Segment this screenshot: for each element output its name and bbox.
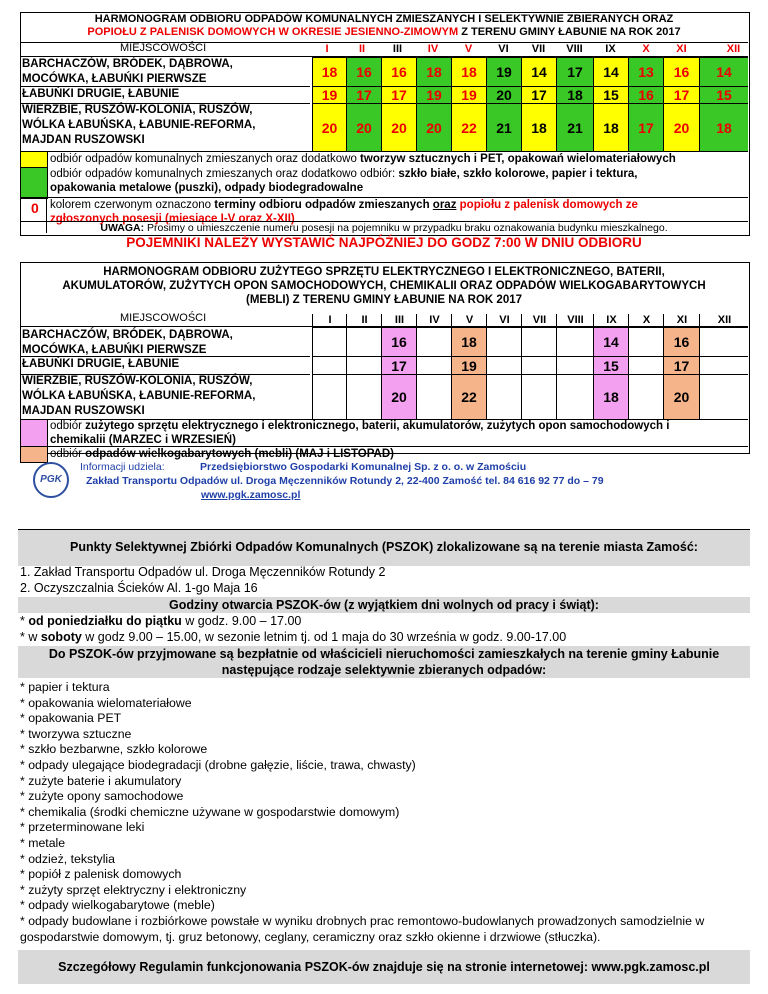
cell2-r1-XII — [699, 327, 748, 356]
cell-value: 17 — [356, 87, 372, 103]
cell-value: 18 — [716, 120, 732, 136]
cell-value: 18 — [603, 389, 619, 405]
cell-r3-VII — [521, 103, 556, 151]
pszok-locations: 1. Zakład Transportu Odpadów ul. Droga Męczenników Rotundy 2 2. Oczyszczalnia Ścieków Al. 1-go Maja 16 — [20, 565, 386, 595]
cell2-r1-XI — [663, 327, 699, 356]
cell2-r1-VII — [521, 327, 556, 356]
cell-value: 21 — [567, 120, 583, 136]
cell2-r3-VII — [521, 374, 556, 419]
cell2-r1-X — [628, 327, 663, 356]
cell-r3-IX — [593, 103, 628, 151]
cell-value: 21 — [496, 120, 512, 136]
cell-value: 19 — [461, 87, 477, 103]
cell-value: 22 — [461, 120, 477, 136]
month2-III: III — [381, 314, 417, 326]
month2-VIII: VIII — [556, 314, 594, 326]
month2-XII: XII — [699, 314, 749, 326]
cell-r3-II — [346, 103, 381, 151]
cell2-r2-IV — [416, 356, 451, 374]
cell-r1-IV — [416, 57, 451, 86]
waste-list-item: * odzież, tekstylia — [20, 851, 116, 866]
cell2-r2-III — [381, 356, 416, 374]
legend-orange: odbiór odpadów wielkogabarytowych (mebli) (MAJ i LISTOPAD) — [50, 448, 394, 460]
cell-value: 20 — [673, 120, 690, 136]
cell2-r2-V — [451, 356, 486, 374]
legend-pink-swatch — [20, 419, 48, 448]
cell-r1-II — [346, 57, 381, 86]
schedule-2-title: HARMONOGRAM ODBIORU ZUŻYTEGO SPRZĘTU ELEKTRYCZNEGO I ELEKTRONICZNEGO, BATERII, AKUMULATORÓW, ZUŻYTYCH OPON SAMOCHODOWYCH, CHEMIKALII ORAZ ODPADÓW WIELKOGABARYTOWYCH (MEBLI) Z TERENU GMINY ŁABUNIE NA ROK 2017 — [62, 266, 706, 306]
cell2-r2-II — [346, 356, 381, 374]
waste-list-item: * opakowania PET — [20, 711, 122, 726]
month-XI: XI — [676, 43, 687, 55]
month2-V: V — [451, 314, 487, 326]
legend-green-swatch — [20, 167, 48, 199]
cell2-r2-XI — [663, 356, 699, 374]
month2-X: X — [628, 314, 664, 326]
note: UWAGA: Prosimy o umieszczenie numeru posesji na pojemniku w przypadku braku oznakowania budynku mieszkalnego. — [100, 222, 668, 234]
cell-r1-IX — [593, 57, 628, 86]
legend-red: kolorem czerwonym oznaczono terminy odbioru odpadów zmieszanych oraz popiołu z palenisk domowych ze zgłoszonych posesji (miesiące I-V oraz X-XII) — [50, 199, 638, 225]
cell-r3-XII — [699, 103, 748, 151]
waste-list-item: * zużyte opony samochodowe — [20, 789, 184, 804]
cell-r2-IV — [416, 86, 451, 103]
cell-value: 15 — [603, 358, 619, 374]
cell2-r3-XI — [663, 374, 699, 419]
cell-value: 14 — [603, 64, 619, 80]
waste-list-item: * papier i tektura — [20, 680, 110, 694]
month2-VII: VII — [521, 314, 557, 326]
cell-value: 18 — [321, 64, 338, 80]
schedule-1-title: HARMONOGRAM ODBIORU ODPADÓW KOMUNALNYCH ZMIESZANYCH I SELEKTYWNIE ZBIERANYCH ORAZ POPIOŁU Z PALENISK DOMOWYCH W OKRESIE JESIENNO-ZIMOWYM Z TERENU GMINY ŁABUNIE NA ROK 2017 — [87, 13, 681, 38]
legend-red-zero: 0 — [31, 200, 39, 216]
cell-value: 19 — [321, 87, 338, 103]
cell2-r3-XII — [699, 374, 748, 419]
cell-r3-III — [381, 103, 416, 151]
legend-green: odbiór odpadów komunalnych zmieszanych oraz dodatkowo odbiór: szkło białe, szkło kolorowe, papier i tektura, opakowania metalowe (puszki), odpady biodegradowalne — [50, 168, 638, 194]
cell-value: 19 — [461, 358, 477, 374]
month-VII: VII — [531, 43, 546, 55]
legend-orange-swatch — [20, 446, 48, 463]
cell-value: 20 — [391, 120, 407, 136]
cell-value: 13 — [638, 64, 654, 80]
cell-r3-IV — [416, 103, 451, 151]
company-address: Zakład Transportu Odpadów ul. Droga Męczenników Rotundy 2, 22-400 Zamość tel. 84 616 92 77 do – 79 — [86, 475, 604, 487]
cell-r3-VIII — [556, 103, 593, 151]
month-IV: IV — [427, 43, 439, 55]
cell-value: 17 — [673, 87, 690, 103]
cell2-r3-I — [312, 374, 346, 419]
deadline-notice: POJEMNIKI NALEŻY WYSTAWIĆ NAJPÓŹNIEJ DO GODZ 7:00 W DNIU ODBIORU — [126, 235, 642, 250]
cell-r3-I — [312, 103, 346, 151]
cell2-r3-X — [628, 374, 663, 419]
pgk-logo: PGK — [33, 462, 69, 498]
waste-list-item: * tworzywa sztuczne — [20, 726, 132, 741]
cell-value: 18 — [531, 120, 547, 136]
column-header-localities-2: MIEJSCOWOŚCI — [120, 312, 207, 324]
cell-r3-XI — [663, 103, 699, 151]
accepted-waste-list — [20, 680, 748, 945]
row2-label-3: WIERZBIE, RUSZÓW-KOLONIA, RUSZÓW, WÓLKA ŁABUŃSKA, ŁABUNIE-REFORMA, MAJDAN RUSZOWSKI — [22, 375, 256, 417]
cell2-r1-VIII — [556, 327, 593, 356]
row2-label-1: BARCHACZÓW, BRÓDEK, DĄBROWA, MOCÓWKA, ŁABUŃKI PIERWSZE — [22, 329, 233, 356]
legend-pink: odbiór zużytego sprzętu elektrycznego i elektronicznego, baterii, akumulatorów, zużytych opon samochodowych i chemikalii (MARZEC i WRZESIEŃ) — [50, 420, 670, 446]
cell-r1-V — [451, 57, 486, 86]
cell2-r1-III — [381, 327, 416, 356]
cell2-r2-VII — [521, 356, 556, 374]
cell2-r2-I — [312, 356, 346, 374]
month-X: X — [642, 43, 650, 55]
waste-list-item: gospodarstwie domowym, tj. gruz betonowy, ceglany, ceramiczny oraz szkło okienne i drzwiowe (stłuczka). — [20, 929, 601, 944]
footer-regulations: Szczegółowy Regulamin funkcjonowania PSZOK-ów znajduje się na stronie internetowej: www.pgk.zamosc.pl — [58, 960, 710, 974]
cell-r1-VIII — [556, 57, 593, 86]
cell-r1-I — [312, 57, 346, 86]
cell-value: 17 — [673, 358, 690, 374]
cell-r2-II — [346, 86, 381, 103]
cell-value: 20 — [496, 87, 512, 103]
legend-yellow-swatch — [20, 151, 48, 168]
row-label-1: BARCHACZÓW, BRÓDEK, DĄBROWA, MOCÓWKA, ŁABUŃKI PIERWSZE — [22, 58, 233, 85]
cell-value: 15 — [716, 87, 732, 103]
cell-value: 17 — [531, 87, 547, 103]
month2-IV: IV — [416, 314, 452, 326]
cell-value: 20 — [673, 389, 690, 405]
month-IX: IX — [605, 43, 616, 55]
month-II: II — [358, 43, 366, 55]
cell2-r2-VI — [486, 356, 521, 374]
cell-r1-III — [381, 57, 416, 86]
month-V: V — [464, 43, 473, 55]
cell-r2-V — [451, 86, 486, 103]
cell-r2-VII — [521, 86, 556, 103]
cell-value: 18 — [567, 87, 583, 103]
cell2-r3-II — [346, 374, 381, 419]
cell-r1-XII — [699, 57, 748, 86]
cell2-r3-V — [451, 374, 486, 419]
month-I: I — [325, 43, 329, 55]
company-name: Przedsiębiorstwo Gospodarki Komunalnej Sp. z o. o. w Zamościu — [200, 461, 527, 473]
info-label: Informacji udziela: — [80, 461, 165, 473]
waste-list-item: * zużyty sprzęt elektryczny i elektroniczny — [20, 882, 247, 897]
waste-list-item: * opakowania wielomateriałowe — [20, 695, 192, 710]
cell-value: 16 — [391, 64, 407, 80]
cell-value: 15 — [603, 87, 619, 103]
row-label-2: ŁABUŃKI DRUGIE, ŁABUNIE — [22, 88, 180, 100]
waste-list-item: * zużyte baterie i akumulatory — [20, 773, 182, 788]
hours-header: Godziny otwarcia PSZOK-ów (z wyjątkiem dni wolnych od pracy i świąt): — [169, 598, 599, 612]
cell-r2-XII — [699, 86, 748, 103]
cell-r2-VIII — [556, 86, 593, 103]
cell-value: 16 — [391, 334, 407, 350]
cell-value: 14 — [603, 334, 619, 350]
waste-list-item: * odpady budowlane i rozbiórkowe powstałe w wyniku drobnych prac remontowo-budowlanych prowadzonych samodzielnie w — [20, 913, 705, 928]
month-III: III — [392, 43, 403, 55]
cell-value: 22 — [461, 389, 477, 405]
cell-value: 14 — [531, 64, 547, 80]
month2-II: II — [346, 314, 382, 326]
cell-value: 16 — [356, 64, 372, 80]
cell-r3-V — [451, 103, 486, 151]
cell-r2-XI — [663, 86, 699, 103]
cell-value: 17 — [391, 87, 407, 103]
cell2-r1-IV — [416, 327, 451, 356]
cell-value: 16 — [673, 64, 690, 80]
waste-list-item: * przeterminowane leki — [20, 820, 145, 835]
cell-r3-VI — [486, 103, 521, 151]
cell2-r1-I — [312, 327, 346, 356]
cell-r1-VII — [521, 57, 556, 86]
cell-r2-VI — [486, 86, 521, 103]
cell2-r1-V — [451, 327, 486, 356]
cell2-r3-IX — [593, 374, 628, 419]
cell2-r3-VI — [486, 374, 521, 419]
cell-value: 16 — [673, 334, 690, 350]
cell-value: 19 — [426, 87, 442, 103]
cell-r2-IX — [593, 86, 628, 103]
month-VIII: VIII — [566, 43, 583, 55]
cell-value: 14 — [716, 64, 732, 80]
cell2-r2-X — [628, 356, 663, 374]
cell-r2-I — [312, 86, 346, 103]
cell2-r2-VIII — [556, 356, 593, 374]
cell-value: 20 — [356, 120, 372, 136]
cell-value: 17 — [391, 358, 407, 374]
cell2-r2-IX — [593, 356, 628, 374]
cell-r2-X — [628, 86, 663, 103]
waste-list-item: * odpady ulegające biodegradacji (drobne gałęzie, liście, trawa, chwasty) — [20, 757, 416, 772]
month-XII: XII — [726, 43, 741, 55]
cell2-r3-VIII — [556, 374, 593, 419]
cell-value: 16 — [638, 87, 654, 103]
cell2-r1-VI — [486, 327, 521, 356]
month2-VI: VI — [486, 314, 522, 326]
cell-value: 17 — [638, 120, 654, 136]
waste-list-item: * chemikalia (środki chemiczne używane w gospodarstwie domowym) — [20, 804, 400, 819]
cell-value: 18 — [461, 64, 477, 80]
waste-list-item: * popiół z palenisk domowych — [20, 867, 182, 882]
month2-XI: XI — [663, 314, 700, 326]
legend-yellow: odbiór odpadów komunalnych zmieszanych oraz dodatkowo tworzyw sztucznych i PET, opakowań wielomateriałowych — [50, 153, 676, 165]
cell2-r1-IX — [593, 327, 628, 356]
cell-value: 18 — [426, 64, 442, 80]
cell-r2-III — [381, 86, 416, 103]
cell-value: 18 — [461, 334, 477, 350]
cell2-r2-XII — [699, 356, 748, 374]
waste-list-item: * odpady wielkogabarytowe (meble) — [20, 898, 215, 913]
month2-IX: IX — [593, 314, 629, 326]
cell-r1-XI — [663, 57, 699, 86]
waste-list-item: * metale — [20, 835, 66, 850]
company-url-link[interactable]: www.pgk.zamosc.pl — [201, 489, 301, 501]
column-header-localities: MIEJSCOWOŚCI — [120, 42, 207, 54]
row2-label-2: ŁABUŃKI DRUGIE, ŁABUNIE — [22, 358, 180, 370]
cell-r1-X — [628, 57, 663, 86]
cell-value: 17 — [567, 64, 583, 80]
cell2-r1-II — [346, 327, 381, 356]
cell-value: 20 — [321, 120, 338, 136]
month-VI: VI — [498, 43, 509, 55]
cell-value: 20 — [426, 120, 442, 136]
month2-I: I — [312, 314, 347, 326]
cell-value: 19 — [496, 64, 512, 80]
cell-value: 18 — [603, 120, 619, 136]
waste-list-item: * szkło bezbarwne, szkło kolorowe — [20, 742, 208, 757]
accept-header: Do PSZOK-ów przyjmowane są bezpłatnie od właścicieli nieruchomości zamieszkałych na terenie gminy Łabunie następujące rodzaje selektywnie zbieranych odpadów: — [48, 647, 720, 677]
cell-r1-VI — [486, 57, 521, 86]
row-label-3: WIERZBIE, RUSZÓW-KOLONIA, RUSZÓW, WÓLKA ŁABUŃSKA, ŁABUNIE-REFORMA, MAJDAN RUSZOWSKI — [22, 104, 256, 146]
cell-value: 20 — [391, 389, 407, 405]
cell2-r3-III — [381, 374, 416, 419]
hours: * od poniedziałku do piątku w godz. 9.00 – 17.00 * w soboty w godz 9.00 – 15.00, w sezonie letnim tj. od 1 maja do 30 września w godz. 9.00-17.00 — [20, 614, 567, 644]
cell2-r3-IV — [416, 374, 451, 419]
cell-r3-X — [628, 103, 663, 151]
pszok-header: Punkty Selektywnej Zbiórki Odpadów Komunalnych (PSZOK) zlokalizowane są na terenie miasta Zamość: — [70, 540, 698, 554]
